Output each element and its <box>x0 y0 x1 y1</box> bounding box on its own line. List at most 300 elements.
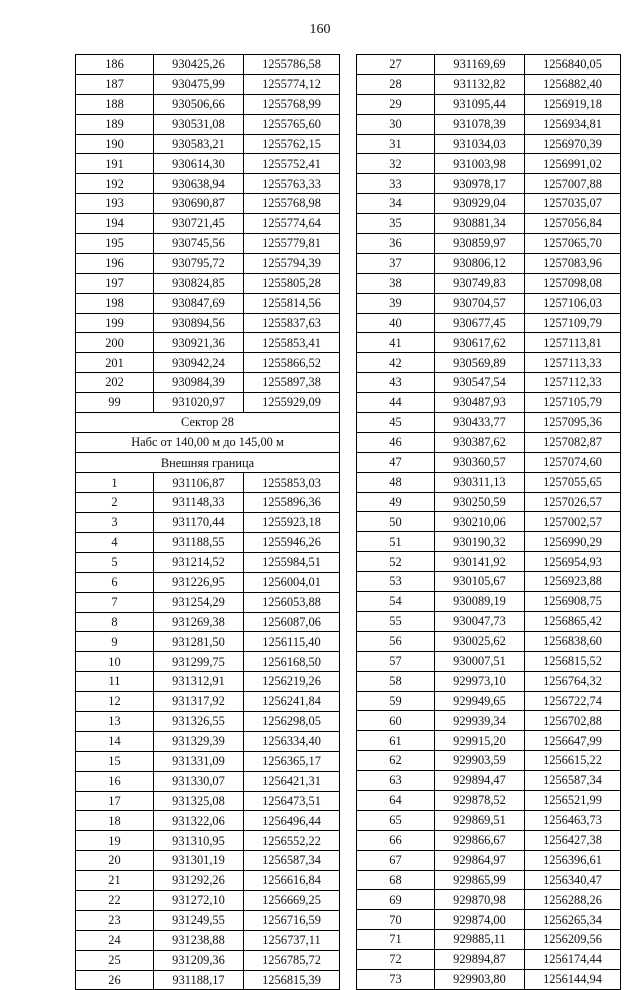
coordinate-x: 931281,50 <box>154 632 244 652</box>
coordinate-x: 930847,69 <box>154 293 244 313</box>
coordinate-x: 930531,08 <box>154 114 244 134</box>
coordinate-y: 1255923,18 <box>244 513 340 533</box>
point-number: 67 <box>357 850 435 870</box>
table-row <box>357 393 621 413</box>
table-row <box>357 154 621 174</box>
coordinate-y: 1255779,81 <box>244 234 340 254</box>
table-row <box>76 293 340 313</box>
table-row <box>357 194 621 214</box>
point-number: 41 <box>357 333 435 353</box>
coordinate-x: 929949,65 <box>435 691 525 711</box>
table-row <box>357 234 621 254</box>
point-number: 193 <box>76 194 154 214</box>
table-row <box>357 830 621 850</box>
point-number: 23 <box>76 910 154 930</box>
coordinate-y: 1257109,79 <box>525 313 621 333</box>
point-number: 187 <box>76 74 154 94</box>
section-boundary-row <box>76 453 340 473</box>
table-row <box>76 373 340 393</box>
coordinate-x: 931292,26 <box>154 871 244 891</box>
coordinate-y: 1255774,64 <box>244 214 340 234</box>
coordinate-y: 1257065,70 <box>525 234 621 254</box>
coordinate-x: 931078,39 <box>435 114 525 134</box>
point-number: 199 <box>76 313 154 333</box>
coordinate-y: 1257002,57 <box>525 512 621 532</box>
coordinate-y: 1256722,74 <box>525 691 621 711</box>
coordinate-y: 1255763,33 <box>244 174 340 194</box>
table-row <box>76 731 340 751</box>
table-row <box>357 611 621 631</box>
coordinate-y: 1256647,99 <box>525 731 621 751</box>
coordinate-x: 930190,32 <box>435 532 525 552</box>
table-row <box>76 851 340 871</box>
coordinate-x: 931254,29 <box>154 592 244 612</box>
coordinate-y: 1257026,57 <box>525 492 621 512</box>
coordinate-x: 930881,34 <box>435 214 525 234</box>
point-number: 22 <box>76 891 154 911</box>
table-row <box>76 114 340 134</box>
table-row <box>357 313 621 333</box>
coordinate-x: 929903,59 <box>435 751 525 771</box>
table-row <box>76 791 340 811</box>
coordinate-x: 929865,99 <box>435 870 525 890</box>
table-row <box>357 552 621 572</box>
coordinate-y: 1256990,29 <box>525 532 621 552</box>
table-row <box>357 55 621 75</box>
point-number: 198 <box>76 293 154 313</box>
coordinate-x: 931095,44 <box>435 94 525 114</box>
section-height-range: Набс от 140,00 м до 145,00 м <box>76 433 340 453</box>
coordinate-x: 930089,19 <box>435 592 525 612</box>
table-row <box>76 313 340 333</box>
table-row <box>357 472 621 492</box>
table-row <box>76 174 340 194</box>
table-row <box>357 850 621 870</box>
point-number: 4 <box>76 532 154 552</box>
table-row <box>357 572 621 592</box>
coordinate-x: 930721,45 <box>154 214 244 234</box>
coordinate-y: 1255896,36 <box>244 493 340 513</box>
point-number: 64 <box>357 790 435 810</box>
point-number: 8 <box>76 612 154 632</box>
coordinate-y: 1256496,44 <box>244 811 340 831</box>
coordinate-y: 1255765,60 <box>244 114 340 134</box>
coordinate-x: 929894,87 <box>435 950 525 970</box>
coordinate-y: 1255786,58 <box>244 55 340 75</box>
point-number: 37 <box>357 253 435 273</box>
coordinate-x: 929874,00 <box>435 910 525 930</box>
table-row <box>76 811 340 831</box>
point-number: 14 <box>76 731 154 751</box>
coordinate-x: 930677,45 <box>435 313 525 333</box>
page-number: 160 <box>309 22 331 37</box>
point-number: 24 <box>76 930 154 950</box>
table-row <box>76 154 340 174</box>
table-row <box>357 74 621 94</box>
point-number: 27 <box>357 55 435 75</box>
table-row <box>76 273 340 293</box>
coordinate-y: 1255929,09 <box>244 393 340 413</box>
coordinate-x: 931272,10 <box>154 891 244 911</box>
section-title-row <box>76 413 340 433</box>
coordinate-y: 1256334,40 <box>244 731 340 751</box>
coordinate-y: 1255837,63 <box>244 313 340 333</box>
coordinate-x: 930025,62 <box>435 631 525 651</box>
coordinate-y: 1256954,93 <box>525 552 621 572</box>
point-number: 57 <box>357 651 435 671</box>
table-row <box>76 234 340 254</box>
point-number: 7 <box>76 592 154 612</box>
point-number: 48 <box>357 472 435 492</box>
point-number: 42 <box>357 353 435 373</box>
coordinate-y: 1257095,36 <box>525 413 621 433</box>
table-row <box>357 432 621 452</box>
coordinate-y: 1256908,75 <box>525 592 621 612</box>
table-row <box>357 253 621 273</box>
coordinate-x: 930210,06 <box>435 512 525 532</box>
coordinate-y: 1256288,26 <box>525 890 621 910</box>
point-number: 63 <box>357 771 435 791</box>
table-row <box>76 94 340 114</box>
coordinate-y: 1257098,08 <box>525 273 621 293</box>
table-row <box>76 353 340 373</box>
table-row <box>76 55 340 75</box>
coordinate-x: 930638,94 <box>154 174 244 194</box>
point-number: 47 <box>357 452 435 472</box>
table-row <box>76 333 340 353</box>
table-row <box>357 810 621 830</box>
table-row <box>357 969 621 989</box>
coordinate-y: 1255853,41 <box>244 333 340 353</box>
coordinate-x: 931238,88 <box>154 930 244 950</box>
point-number: 54 <box>357 592 435 612</box>
table-row <box>357 790 621 810</box>
coordinate-y: 1257074,60 <box>525 452 621 472</box>
coordinate-y: 1257055,65 <box>525 472 621 492</box>
coordinate-x: 930141,92 <box>435 552 525 572</box>
point-number: 17 <box>76 791 154 811</box>
table-row <box>357 512 621 532</box>
coordinate-y: 1256587,34 <box>525 771 621 791</box>
coordinate-y: 1257112,33 <box>525 373 621 393</box>
point-number: 99 <box>76 393 154 413</box>
table-row <box>76 831 340 851</box>
point-number: 70 <box>357 910 435 930</box>
point-number: 197 <box>76 273 154 293</box>
section-height-row <box>76 433 340 453</box>
table-row <box>76 572 340 592</box>
point-number: 52 <box>357 552 435 572</box>
coordinate-y: 1256473,51 <box>244 791 340 811</box>
left-table-rows-after-section <box>76 473 340 990</box>
table-row <box>357 532 621 552</box>
coordinate-x: 931299,75 <box>154 652 244 672</box>
table-row <box>357 751 621 771</box>
table-row <box>357 890 621 910</box>
coordinate-y: 1255794,39 <box>244 253 340 273</box>
point-number: 69 <box>357 890 435 910</box>
coordinate-y: 1256587,34 <box>244 851 340 871</box>
point-number: 72 <box>357 950 435 970</box>
point-number: 18 <box>76 811 154 831</box>
coordinate-y: 1255984,51 <box>244 552 340 572</box>
point-number: 194 <box>76 214 154 234</box>
table-row <box>357 373 621 393</box>
coordinate-y: 1256970,39 <box>525 134 621 154</box>
table-row <box>76 910 340 930</box>
point-number: 3 <box>76 513 154 533</box>
point-number: 5 <box>76 552 154 572</box>
coordinate-y: 1256716,59 <box>244 910 340 930</box>
coordinate-x: 931209,36 <box>154 950 244 970</box>
coordinate-x: 931322,06 <box>154 811 244 831</box>
coordinate-y: 1257082,87 <box>525 432 621 452</box>
table-row <box>357 691 621 711</box>
coordinate-y: 1255946,26 <box>244 532 340 552</box>
coordinate-y: 1256209,56 <box>525 930 621 950</box>
coordinate-y: 1256615,22 <box>525 751 621 771</box>
coordinate-y: 1255805,28 <box>244 273 340 293</box>
table-row <box>357 174 621 194</box>
point-number: 35 <box>357 214 435 234</box>
coordinate-y: 1257106,03 <box>525 293 621 313</box>
coordinate-y: 1256463,73 <box>525 810 621 830</box>
coordinate-x: 931249,55 <box>154 910 244 930</box>
coordinate-y: 1256004,01 <box>244 572 340 592</box>
coordinate-x: 931106,87 <box>154 473 244 493</box>
table-row <box>76 692 340 712</box>
table-row <box>357 870 621 890</box>
coordinate-x: 930047,73 <box>435 611 525 631</box>
coordinate-y: 1256934,81 <box>525 114 621 134</box>
point-number: 62 <box>357 751 435 771</box>
table-row <box>76 214 340 234</box>
point-number: 32 <box>357 154 435 174</box>
coordinate-x: 930614,30 <box>154 154 244 174</box>
point-number: 9 <box>76 632 154 652</box>
coordinate-x: 931132,82 <box>435 74 525 94</box>
table-row <box>76 253 340 273</box>
table-row <box>357 353 621 373</box>
point-number: 51 <box>357 532 435 552</box>
point-number: 66 <box>357 830 435 850</box>
point-number: 201 <box>76 353 154 373</box>
point-number: 12 <box>76 692 154 712</box>
coordinate-x: 929869,51 <box>435 810 525 830</box>
point-number: 19 <box>76 831 154 851</box>
coordinate-x: 931310,95 <box>154 831 244 851</box>
coordinate-x: 930007,51 <box>435 651 525 671</box>
table-row <box>76 930 340 950</box>
table-row <box>357 114 621 134</box>
table-row <box>357 592 621 612</box>
coordinate-y: 1256365,17 <box>244 751 340 771</box>
coordinate-y: 1256144,94 <box>525 969 621 989</box>
coordinate-y: 1256168,50 <box>244 652 340 672</box>
point-number: 33 <box>357 174 435 194</box>
point-number: 56 <box>357 631 435 651</box>
coordinate-x: 929864,97 <box>435 850 525 870</box>
table-row <box>357 413 621 433</box>
point-number: 15 <box>76 751 154 771</box>
coordinate-x: 930387,62 <box>435 432 525 452</box>
table-row <box>357 950 621 970</box>
coordinate-x: 929878,52 <box>435 790 525 810</box>
coordinate-x: 930894,56 <box>154 313 244 333</box>
table-row <box>357 671 621 691</box>
coordinate-y: 1256815,39 <box>244 970 340 990</box>
coordinate-y: 1255768,99 <box>244 94 340 114</box>
point-number: 39 <box>357 293 435 313</box>
table-row <box>357 134 621 154</box>
point-number: 195 <box>76 234 154 254</box>
coordinate-x: 931020,97 <box>154 393 244 413</box>
table-row <box>76 950 340 970</box>
point-number: 28 <box>357 74 435 94</box>
coordinate-y: 1256737,11 <box>244 930 340 950</box>
coordinate-y: 1256552,22 <box>244 831 340 851</box>
point-number: 26 <box>76 970 154 990</box>
point-number: 46 <box>357 432 435 452</box>
coordinate-y: 1256087,06 <box>244 612 340 632</box>
point-number: 191 <box>76 154 154 174</box>
point-number: 196 <box>76 253 154 273</box>
coordinate-y: 1256421,31 <box>244 771 340 791</box>
point-number: 25 <box>76 950 154 970</box>
table-row <box>76 652 340 672</box>
coordinate-y: 1256785,72 <box>244 950 340 970</box>
coordinate-y: 1256340,47 <box>525 870 621 890</box>
coordinate-x: 931301,19 <box>154 851 244 871</box>
coordinate-x: 929939,34 <box>435 711 525 731</box>
point-number: 61 <box>357 731 435 751</box>
coordinate-y: 1255774,12 <box>244 74 340 94</box>
coordinate-y: 1256219,26 <box>244 672 340 692</box>
coordinate-y: 1255814,56 <box>244 293 340 313</box>
coordinate-x: 930690,87 <box>154 194 244 214</box>
coordinate-x: 931188,55 <box>154 532 244 552</box>
table-row <box>76 751 340 771</box>
point-number: 55 <box>357 611 435 631</box>
coordinate-x: 930795,72 <box>154 253 244 273</box>
coordinate-y: 1256669,25 <box>244 891 340 911</box>
point-number: 34 <box>357 194 435 214</box>
coordinate-y: 1257113,33 <box>525 353 621 373</box>
table-row <box>76 672 340 692</box>
coordinate-x: 930506,66 <box>154 94 244 114</box>
coordinate-x: 931034,03 <box>435 134 525 154</box>
coordinate-x: 930311,13 <box>435 472 525 492</box>
coordinate-x: 929903,80 <box>435 969 525 989</box>
table-row <box>357 333 621 353</box>
right-table-rows <box>357 55 621 990</box>
coordinate-y: 1256115,40 <box>244 632 340 652</box>
coordinate-x: 930942,24 <box>154 353 244 373</box>
coordinate-x: 931312,91 <box>154 672 244 692</box>
point-number: 49 <box>357 492 435 512</box>
table-row <box>76 552 340 572</box>
table-row <box>357 293 621 313</box>
coordinate-x: 931226,95 <box>154 572 244 592</box>
coordinate-y: 1256265,34 <box>525 910 621 930</box>
point-number: 202 <box>76 373 154 393</box>
point-number: 189 <box>76 114 154 134</box>
coordinate-x: 930929,04 <box>435 194 525 214</box>
point-number: 53 <box>357 572 435 592</box>
table-row <box>357 492 621 512</box>
point-number: 11 <box>76 672 154 692</box>
point-number: 50 <box>357 512 435 532</box>
coordinate-x: 929915,20 <box>435 731 525 751</box>
point-number: 190 <box>76 134 154 154</box>
coordinate-x: 930583,21 <box>154 134 244 154</box>
coordinate-y: 1256991,02 <box>525 154 621 174</box>
coordinate-y: 1256840,05 <box>525 55 621 75</box>
table-row <box>357 651 621 671</box>
coordinate-y: 1256923,88 <box>525 572 621 592</box>
table-row <box>76 771 340 791</box>
coordinate-x: 930425,26 <box>154 55 244 75</box>
coordinate-y: 1256919,18 <box>525 94 621 114</box>
table-row <box>76 194 340 214</box>
table-row <box>76 393 340 413</box>
coordinate-x: 931326,55 <box>154 712 244 732</box>
coordinate-x: 930569,89 <box>435 353 525 373</box>
table-row <box>76 632 340 652</box>
coordinate-x: 930704,57 <box>435 293 525 313</box>
coordinate-x: 930487,93 <box>435 393 525 413</box>
coordinate-y: 1255752,41 <box>244 154 340 174</box>
point-number: 29 <box>357 94 435 114</box>
point-number: 65 <box>357 810 435 830</box>
coordinate-y: 1255853,03 <box>244 473 340 493</box>
coordinates-table-right <box>356 54 621 990</box>
table-row <box>76 712 340 732</box>
coordinate-x: 930105,67 <box>435 572 525 592</box>
point-number: 192 <box>76 174 154 194</box>
coordinate-x: 931003,98 <box>435 154 525 174</box>
table-row <box>357 771 621 791</box>
coordinate-x: 929973,10 <box>435 671 525 691</box>
coordinate-x: 931330,07 <box>154 771 244 791</box>
point-number: 186 <box>76 55 154 75</box>
point-number: 71 <box>357 930 435 950</box>
coordinate-x: 930921,36 <box>154 333 244 353</box>
table-row <box>357 94 621 114</box>
coordinate-y: 1256702,88 <box>525 711 621 731</box>
point-number: 2 <box>76 493 154 513</box>
coordinate-x: 931169,69 <box>435 55 525 75</box>
point-number: 188 <box>76 94 154 114</box>
coordinate-y: 1256174,44 <box>525 950 621 970</box>
coordinate-y: 1257105,79 <box>525 393 621 413</box>
point-number: 13 <box>76 712 154 732</box>
coordinate-x: 931325,08 <box>154 791 244 811</box>
point-number: 200 <box>76 333 154 353</box>
point-number: 60 <box>357 711 435 731</box>
point-number: 20 <box>76 851 154 871</box>
coordinate-x: 930984,39 <box>154 373 244 393</box>
coordinate-x: 931329,39 <box>154 731 244 751</box>
point-number: 73 <box>357 969 435 989</box>
point-number: 16 <box>76 771 154 791</box>
point-number: 30 <box>357 114 435 134</box>
coordinate-x: 929885,11 <box>435 930 525 950</box>
coordinate-x: 930475,99 <box>154 74 244 94</box>
coordinate-y: 1256865,42 <box>525 611 621 631</box>
section-header <box>76 413 340 473</box>
point-number: 44 <box>357 393 435 413</box>
